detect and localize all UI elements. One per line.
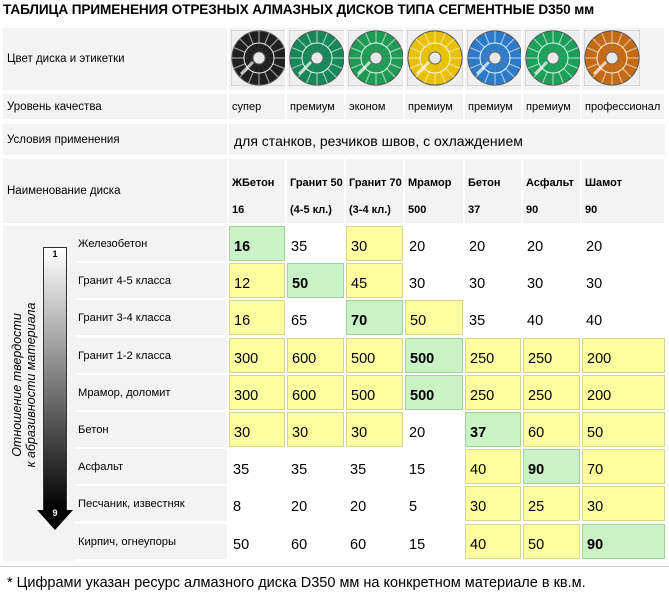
orange-disc-icon [584, 30, 640, 86]
disc-name: Гранит 70 [349, 177, 402, 189]
resource-value: 40 [586, 312, 603, 329]
label-quality: Уровень качества [3, 94, 227, 119]
resource-value: 5 [409, 498, 418, 515]
resource-value: 50 [233, 536, 250, 553]
resource-value: 300 [229, 375, 285, 410]
disc-name-header [465, 159, 521, 223]
footnote: * Цифрами указан ресурс алмазного диска D350 мм на конкретном материале в кв.м. [0, 566, 669, 599]
conditions-value: для станков, резчиков швов, с охлаждением [229, 124, 665, 155]
resource-value: 35 [469, 312, 486, 329]
disc-name: ЖБетон [232, 177, 275, 189]
resource-value: 20 [350, 498, 367, 515]
material-name: Песчаник, известняк [75, 486, 227, 521]
resource-value: 30 [527, 275, 544, 292]
disc-name-header [582, 159, 664, 223]
green-disc-icon [525, 30, 580, 86]
resource-value: 37 [465, 412, 521, 447]
resource-value: 30 [346, 226, 403, 261]
disc-name: Бетон [468, 177, 501, 189]
blue-disc-icon [467, 30, 521, 86]
disc-name-header [405, 159, 463, 223]
resource-value: 35 [291, 238, 308, 255]
disc-image-cell [465, 28, 521, 90]
disc-name: Гранит 50 [290, 177, 343, 189]
resource-value: 40 [465, 449, 521, 484]
resource-value: 40 [465, 524, 521, 559]
table-title: ТАБЛИЦА ПРИМЕНЕНИЯ ОТРЕЗНЫХ АЛМАЗНЫХ ДИСКОВ ТИПА СЕГМЕНТНЫЕ D350 мм [3, 2, 595, 17]
quality-cell: супер [229, 94, 285, 119]
disc-code: 90 [526, 204, 539, 216]
disc-name-header [523, 159, 580, 223]
resource-value: 30 [229, 412, 285, 447]
resource-value: 45 [346, 263, 403, 298]
disc-name-header [346, 159, 403, 223]
resource-value: 250 [523, 375, 580, 410]
resource-value: 500 [346, 338, 403, 373]
material-name: Гранит 3-4 класса [75, 300, 227, 335]
green-disc-icon [289, 30, 344, 86]
resource-value: 250 [465, 375, 521, 410]
resource-value: 35 [350, 461, 367, 478]
quality-cell: премиум [405, 94, 463, 119]
disc-code: (4-5 кл.) [290, 204, 332, 216]
resource-value: 600 [287, 338, 344, 373]
resource-value: 300 [229, 338, 285, 373]
resource-value: 50 [582, 412, 665, 447]
resource-value: 50 [523, 524, 580, 559]
material-name: Асфальт [75, 449, 227, 484]
quality-cell: премиум [287, 94, 344, 119]
resource-value: 60 [291, 536, 308, 553]
resource-value: 20 [586, 238, 603, 255]
quality-cell: премиум [523, 94, 580, 119]
resource-value: 35 [233, 461, 250, 478]
resource-value: 8 [233, 498, 242, 515]
resource-value: 30 [586, 275, 603, 292]
disc-image-cell [405, 28, 463, 90]
resource-value: 25 [523, 486, 580, 521]
resource-value: 60 [523, 412, 580, 447]
hardness-gradient-arrow [43, 247, 67, 511]
yellow-disc-icon [407, 30, 463, 86]
disc-name-header [287, 159, 344, 223]
quality-cell: премиум [465, 94, 521, 119]
material-name: Гранит 4-5 класса [75, 263, 227, 298]
resource-value: 250 [465, 338, 521, 373]
disc-code: 37 [468, 204, 481, 216]
label-color: Цвет диска и этикетки [3, 28, 227, 90]
quality-cell: эконом [346, 94, 403, 119]
resource-value: 70 [582, 449, 665, 484]
disc-name: Мрамор [408, 177, 452, 189]
material-name: Бетон [75, 412, 227, 447]
resource-value: 30 [469, 275, 486, 292]
label-disc-name: Наименование диска [3, 159, 227, 223]
resource-value: 70 [346, 300, 403, 335]
resource-value: 20 [409, 424, 426, 441]
resource-value: 30 [409, 275, 426, 292]
axis-label-line1: Отношение твердости [10, 313, 24, 457]
resource-value: 500 [346, 375, 403, 410]
resource-value: 20 [291, 498, 308, 515]
disc-code: 500 [408, 204, 427, 216]
disc-image-cell [582, 28, 664, 90]
scale-max: 9 [52, 508, 58, 518]
material-name: Железобетон [75, 226, 227, 261]
green-disc-icon [348, 30, 403, 86]
disc-name-header [229, 159, 285, 223]
disc-image-cell [346, 28, 403, 90]
disc-image-cell [523, 28, 580, 90]
disc-image-cell [287, 28, 344, 90]
disc-code: 16 [232, 204, 245, 216]
scale-min: 1 [52, 249, 58, 259]
resource-value: 500 [405, 338, 463, 373]
resource-value: 15 [409, 536, 426, 553]
resource-value: 250 [523, 338, 580, 373]
resource-value: 20 [527, 238, 544, 255]
resource-value: 35 [291, 461, 308, 478]
black-disc-icon [231, 30, 285, 86]
disc-image-cell [229, 28, 285, 90]
disc-code: 90 [585, 204, 598, 216]
resource-value: 200 [582, 338, 665, 373]
material-name: Кирпич, огнеупоры [75, 524, 227, 559]
resource-value: 15 [409, 461, 426, 478]
quality-cell: профессионал [582, 94, 664, 119]
resource-value: 65 [291, 312, 308, 329]
resource-value: 30 [582, 486, 665, 521]
resource-value: 600 [287, 375, 344, 410]
material-name: Гранит 1-2 класса [75, 338, 227, 373]
resource-value: 90 [523, 449, 580, 484]
resource-value: 60 [350, 536, 367, 553]
disc-name: Асфальт [526, 177, 574, 189]
resource-value: 30 [465, 486, 521, 521]
label-conditions: Условия применения [3, 124, 227, 155]
resource-value: 90 [582, 524, 665, 559]
resource-value: 12 [229, 263, 285, 298]
resource-value: 16 [229, 300, 285, 335]
resource-value: 50 [405, 300, 463, 335]
axis-label-line2: к абразивности материала [24, 302, 38, 468]
disc-code: (3-4 кл.) [349, 204, 391, 216]
resource-value: 40 [527, 312, 544, 329]
resource-value: 20 [409, 238, 426, 255]
disc-name: Шамот [585, 177, 622, 189]
resource-value: 30 [287, 412, 344, 447]
resource-value: 50 [287, 263, 344, 298]
resource-value: 16 [229, 226, 285, 261]
resource-value: 200 [582, 375, 665, 410]
resource-value: 20 [469, 238, 486, 255]
material-name: Мрамор, доломит [75, 375, 227, 410]
hardness-axis-label [10, 303, 38, 468]
resource-value: 30 [346, 412, 403, 447]
resource-value: 500 [405, 375, 463, 410]
